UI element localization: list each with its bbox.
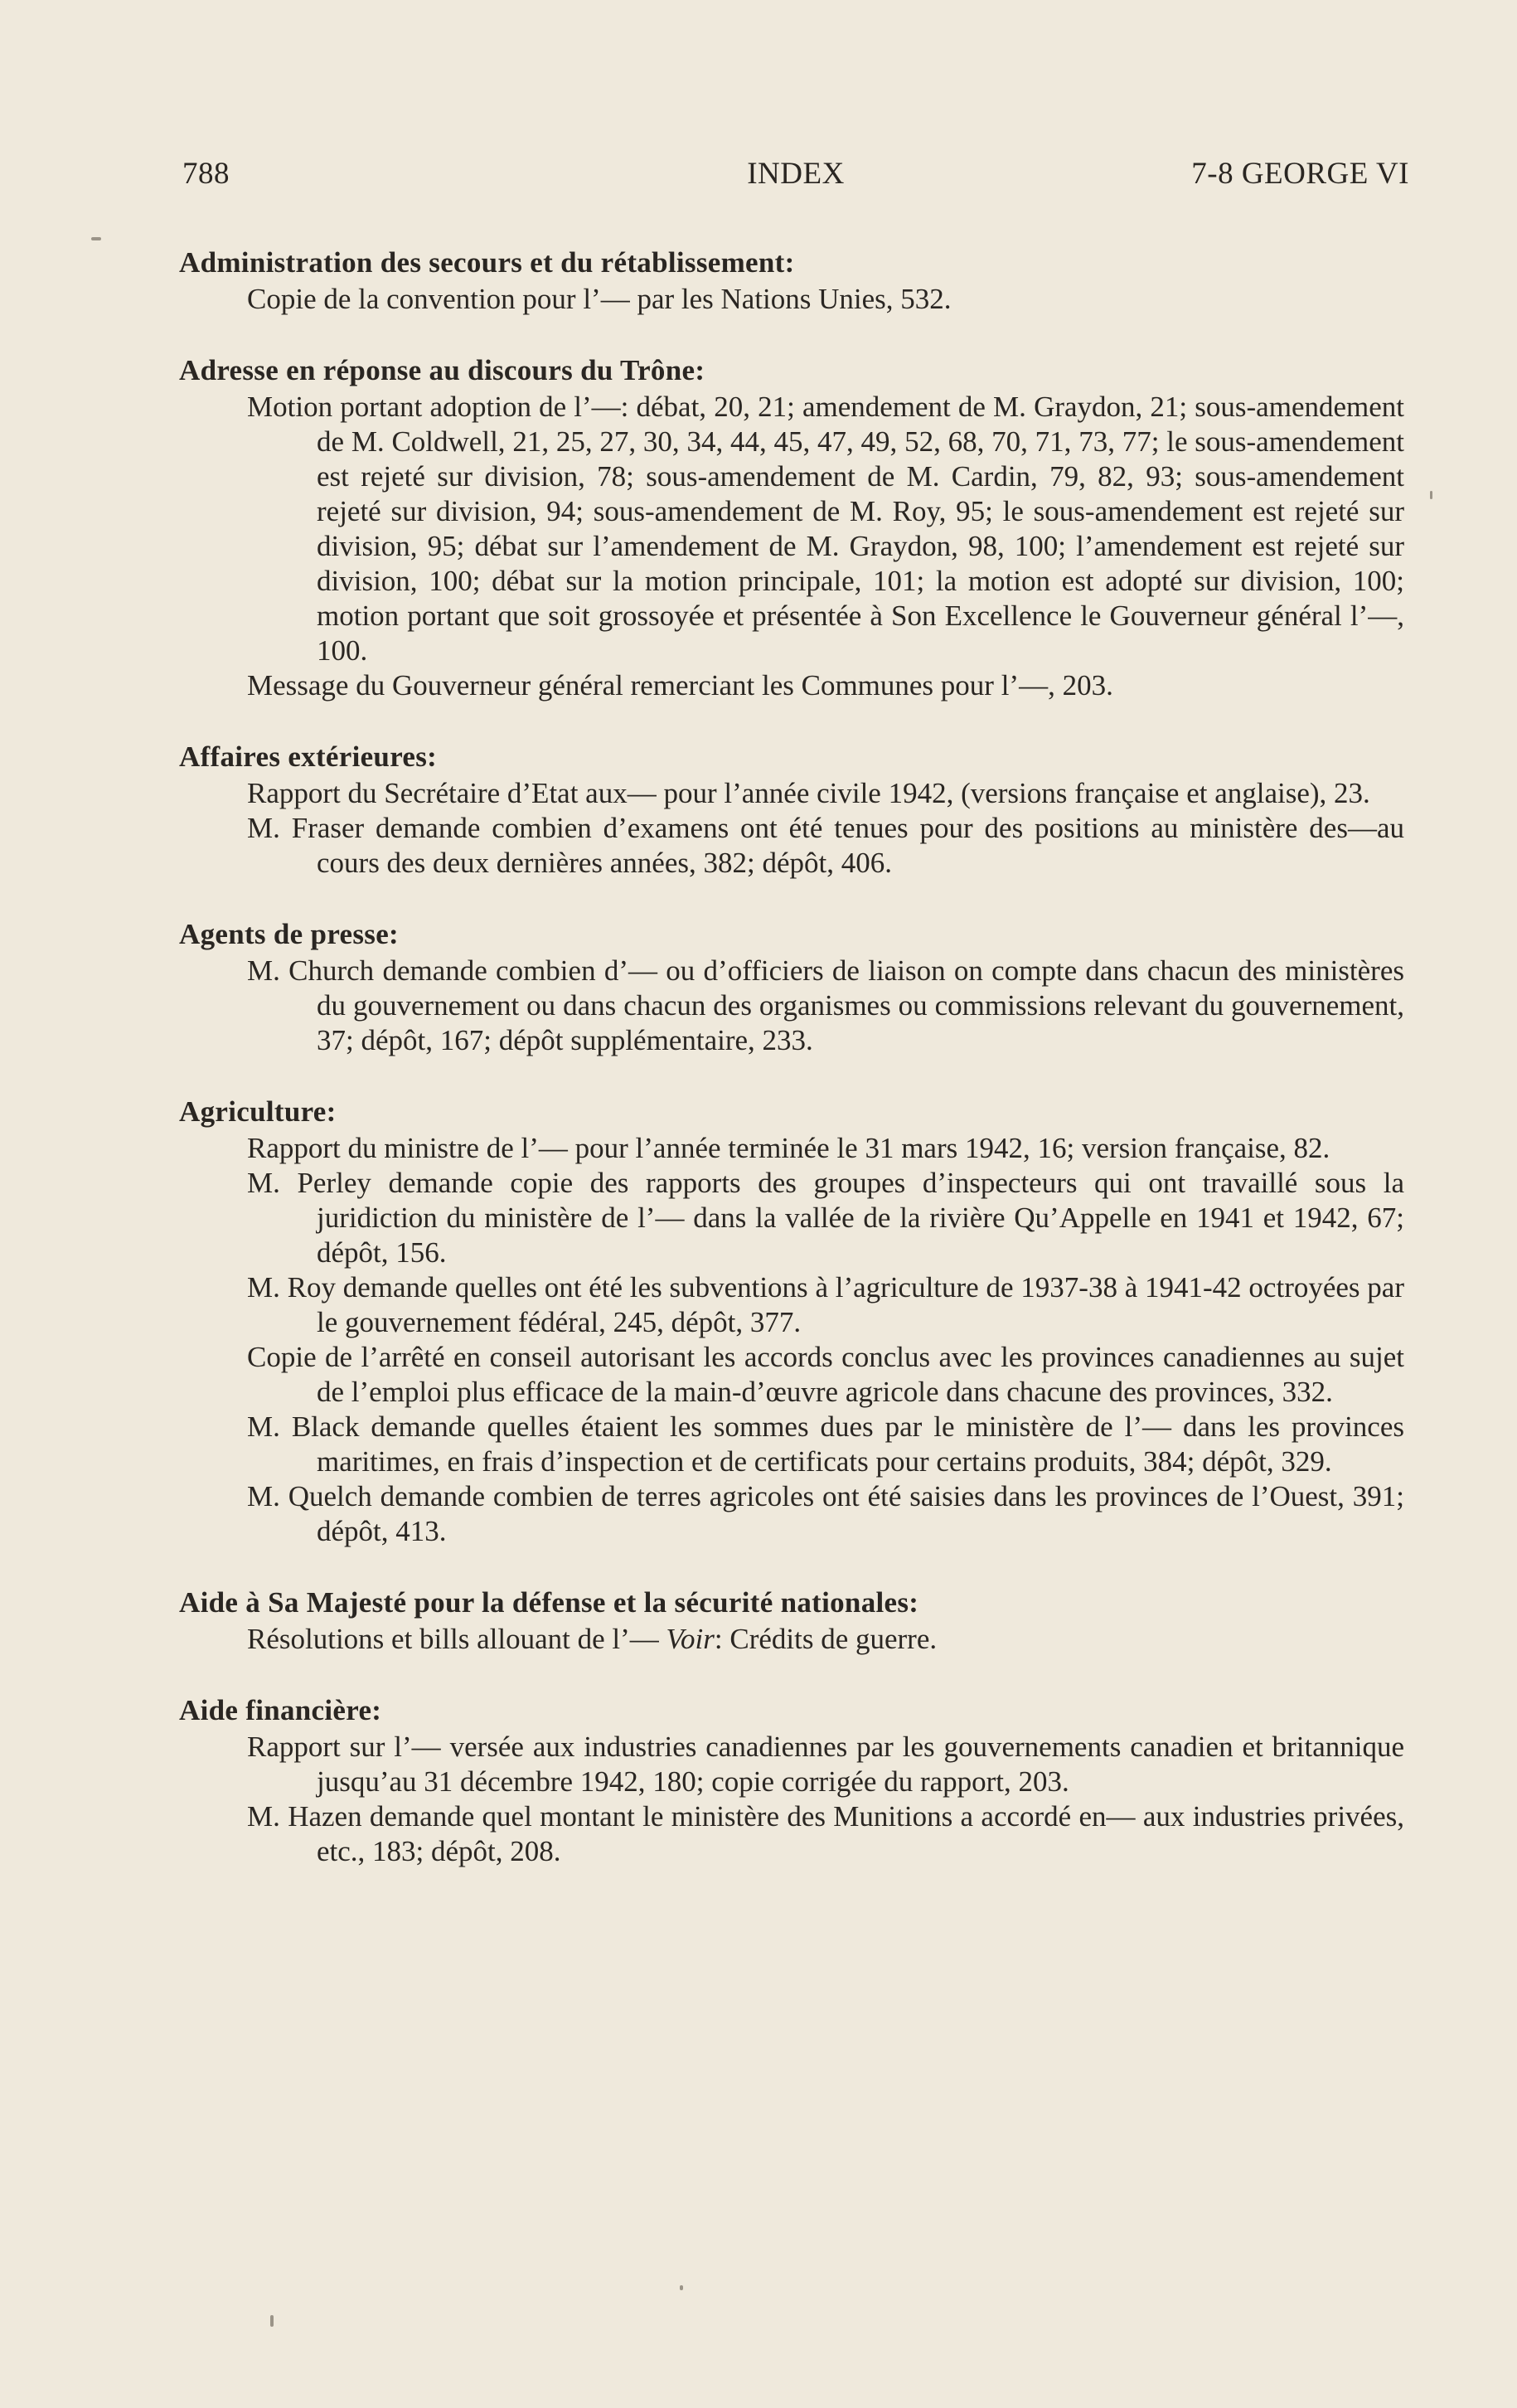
- scan-speck: [91, 237, 101, 240]
- section-heading: Adresse en réponse au discours du Trône:: [179, 354, 705, 386]
- index-section: [177, 245, 1404, 317]
- section-heading: Agriculture:: [179, 1095, 337, 1128]
- section-heading: Agents de presse:: [179, 918, 399, 950]
- index-section: [177, 1585, 1404, 1657]
- index-entry: M. Quelch demande combien de terres agricoles ont été saisies dans les provinces de l’Ouest, 391; dépôt, 413.: [247, 1480, 1404, 1547]
- index-entry: [177, 1622, 1404, 1657]
- index-entry: Motion portant adoption de l’—: débat, 20, 21; amendement de M. Graydon, 21; sous-amendement de M. Coldwell, 21, 25, 27, 30, 34, 44, 45, 47, 49, 52, 68, 70, 71, 73, 77; le sous-amendement est rejeté sur division, 78; sous-amendement de M. Cardin, 79, 82, 93; sous-amendement rejeté sur division, 94; sous-amendement de M. Roy, 95; le sous-amendement est rejeté sur division, 95; débat sur l’amendement de M. Graydon, 98, 100; l’amendement est rejeté sur division, 100; débat sur la motion principale, 101; la motion est adopté sur division, 100; motion portant que soit grossoyée et présentée à Son Excellence le Gouverneur général l’—, 100.: [247, 391, 1404, 667]
- index-entry: M. Black demande quelles étaient les sommes dues par le ministère de l’— dans les provinces maritimes, en frais d’inspection et de certificats pour certains produits, 384; dépôt, 329.: [247, 1410, 1404, 1478]
- index-section: [177, 353, 1404, 703]
- index-content: [177, 245, 1404, 1906]
- index-entry: Rapport sur l’— versée aux industries canadiennes par les gouvernements canadien et britannique jusqu’au 31 décembre 1942, 180; copie corrigée du rapport, 203.: [247, 1731, 1404, 1798]
- index-entry: Rapport du ministre de l’— pour l’année terminée le 31 mars 1942, 16; version française, 82.: [247, 1132, 1330, 1164]
- section-heading: Administration des secours et du rétablissement:: [179, 246, 795, 279]
- header-volume: 7-8 GEORGE VI: [1191, 157, 1409, 191]
- index-section: [177, 917, 1404, 1058]
- index-entry: Copie de l’arrêté en conseil autorisant les accords conclus avec les provinces canadiennes au sujet de l’emploi plus efficace de la main-d’œuvre agricole dans chacune des provinces, 332.: [247, 1341, 1404, 1408]
- scan-speck: [680, 2285, 683, 2290]
- index-entry: M. Church demande combien d’— ou d’officiers de liaison on compte dans chacun des ministères du gouvernement ou dans chacun des organismes ou commissions relevant du gouvernement, 37; dépôt, 167; dépôt supplémentaire, 233.: [247, 954, 1404, 1056]
- index-entry: Rapport du Secrétaire d’Etat aux— pour l’année civile 1942, (versions française et anglaise), 23.: [247, 777, 1370, 809]
- index-entry: Copie de la convention pour l’— par les Nations Unies, 532.: [247, 283, 952, 315]
- index-section: [177, 740, 1404, 881]
- index-entry: M. Roy demande quelles ont été les subventions à l’agriculture de 1937-38 à 1941-42 octroyées par le gouvernement fédéral, 245, dépôt, 377.: [247, 1271, 1404, 1338]
- scan-speck: [270, 2315, 274, 2327]
- index-entry: M. Fraser demande combien d’examens ont été tenues pour des positions au ministère des—au cours des deux dernières années, 382; dépôt, 406.: [247, 812, 1404, 879]
- section-heading: Affaires extérieures:: [179, 740, 438, 773]
- entry-text: Résolutions et bills allouant de l’—: [247, 1623, 666, 1655]
- index-entry: M. Perley demande copie des rapports des groupes d’inspecteurs qui ont travaillé sous la juridiction du ministère de l’— dans la vallée de la rivière Qu’Appelle en 1941 et 1942, 67; dépôt, 156.: [247, 1167, 1404, 1269]
- scan-speck: [1430, 491, 1432, 499]
- cross-reference-voir: Voir: [666, 1623, 715, 1655]
- index-section: [177, 1693, 1404, 1869]
- running-header: [182, 156, 1409, 197]
- page-number: 788: [182, 157, 230, 191]
- section-heading: Aide à Sa Majesté pour la défense et la sécurité nationales:: [179, 1586, 919, 1619]
- section-heading: Aide financière:: [179, 1694, 382, 1726]
- index-entry: Message du Gouverneur général remerciant les Communes pour l’—, 203.: [247, 669, 1113, 702]
- index-entry: M. Hazen demande quel montant le ministère des Munitions a accordé en— aux industries privées, etc., 183; dépôt, 208.: [247, 1800, 1404, 1867]
- entry-text: : Crédits de guerre.: [714, 1623, 938, 1655]
- header-title: INDEX: [747, 157, 845, 191]
- index-section: [177, 1095, 1404, 1549]
